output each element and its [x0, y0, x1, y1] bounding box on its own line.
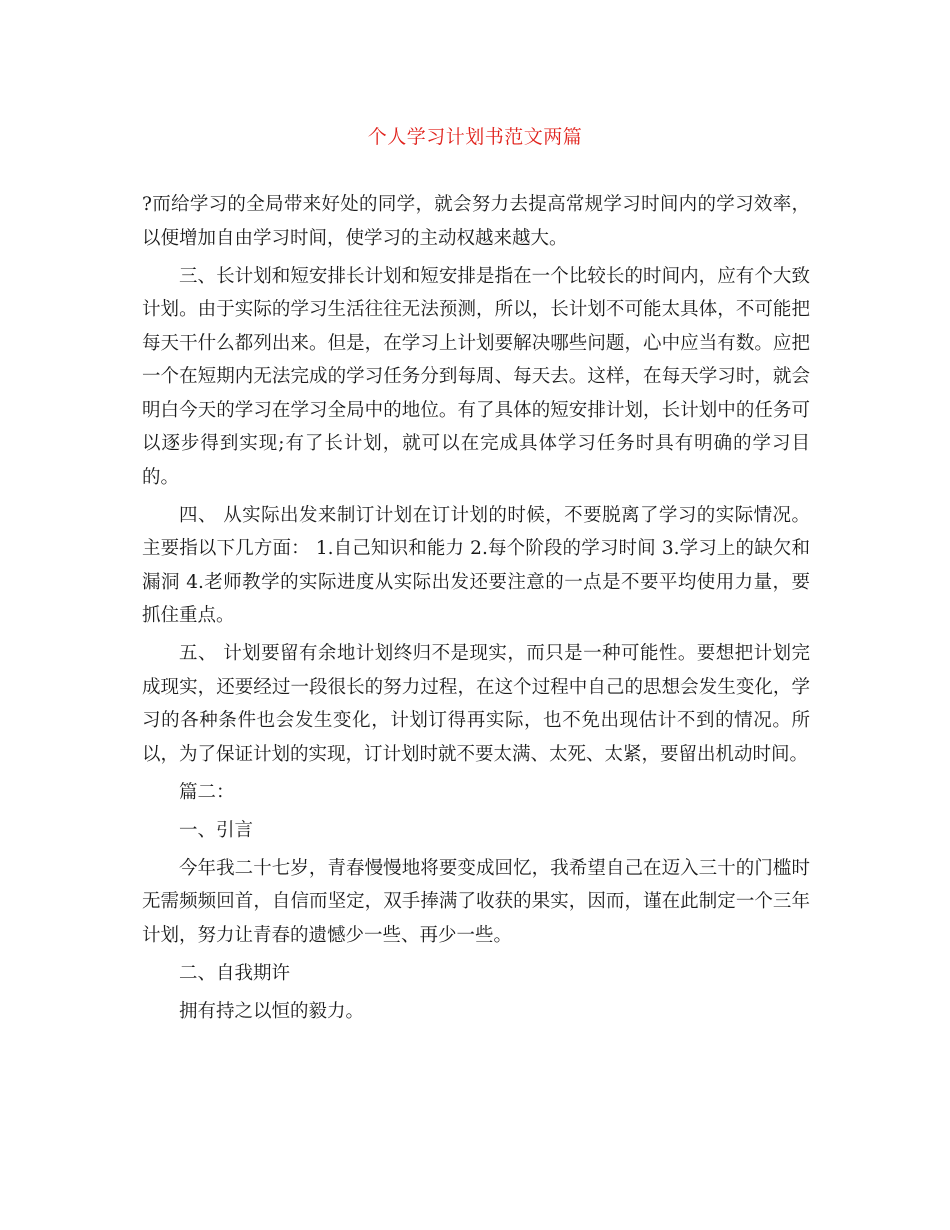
document-title: 个人学习计划书范文两篇: [367, 126, 583, 148]
paragraph-self-expectation: 拥有持之以恒的毅力。: [179, 1000, 365, 1022]
paragraph-introduction: 今年我二十七岁，青春慢慢地将要变成回忆，我希望自己在迈入三十的门槛时无需频频回首，自信而坚定，双手捧满了收获的果实，因而，谨在此制定一个三年计划，努力让青春的遗憾少一些、再少一些。: [142, 857, 810, 946]
part-two-heading: 篇二：: [179, 781, 235, 803]
paragraph-section-five: 五、 计划要留有余地计划终归不是现实，而只是一种可能性。要想把计划完成现实，还要经过一段很长的努力过程，在这个过程中自己的思想会发生变化，学习的各种条件也会发生变化，计划订得再实际，也不免出现估计不到的情况。所以，为了保证计划的实现，订计划时就不要太满、太死、太紧，要留出机动时间。: [142, 643, 810, 765]
paragraph-section-three: 三、长计划和短安排长计划和短安排是指在一个比较长的时间内，应有个大致计划。由于实际的学习生活往往无法预测，所以，长计划不可能太具体，不可能把每天干什么都列出来。但是，在学习上计划要解决哪些问题，心中应当有数。应把一个在短期内无法完成的学习任务分到每周、每天去。这样，在每天学习时，就会明白今天的学习在学习全局中的地位。有了具体的短安排计划，长计划中的任务可以逐步得到实现;有了长计划，就可以在完成具体学习任务时具有明确的学习目的。: [142, 265, 810, 488]
document-body: [142, 188, 810, 1028]
heading-introduction: 一、引言: [179, 819, 254, 841]
paragraph-section-four: 四、 从实际出发来制订计划在订计划的时候，不要脱离了学习的实际情况。主要指以下几方面： 1.自己知识和能力 2.每个阶段的学习时间 3.学习上的缺欠和漏洞 4.老师教学的实际进度从实际出发还要注意的一点是不要平均使用力量，要抓住重点。: [142, 504, 810, 626]
paragraph-intro-continuation: ?而给学习的全局带来好处的同学，就会努力去提高常规学习时间内的学习效率，以便增加自由学习时间，使学习的主动权越来越大。: [142, 194, 810, 249]
heading-self-expectation: 二、自我期许: [179, 962, 291, 984]
